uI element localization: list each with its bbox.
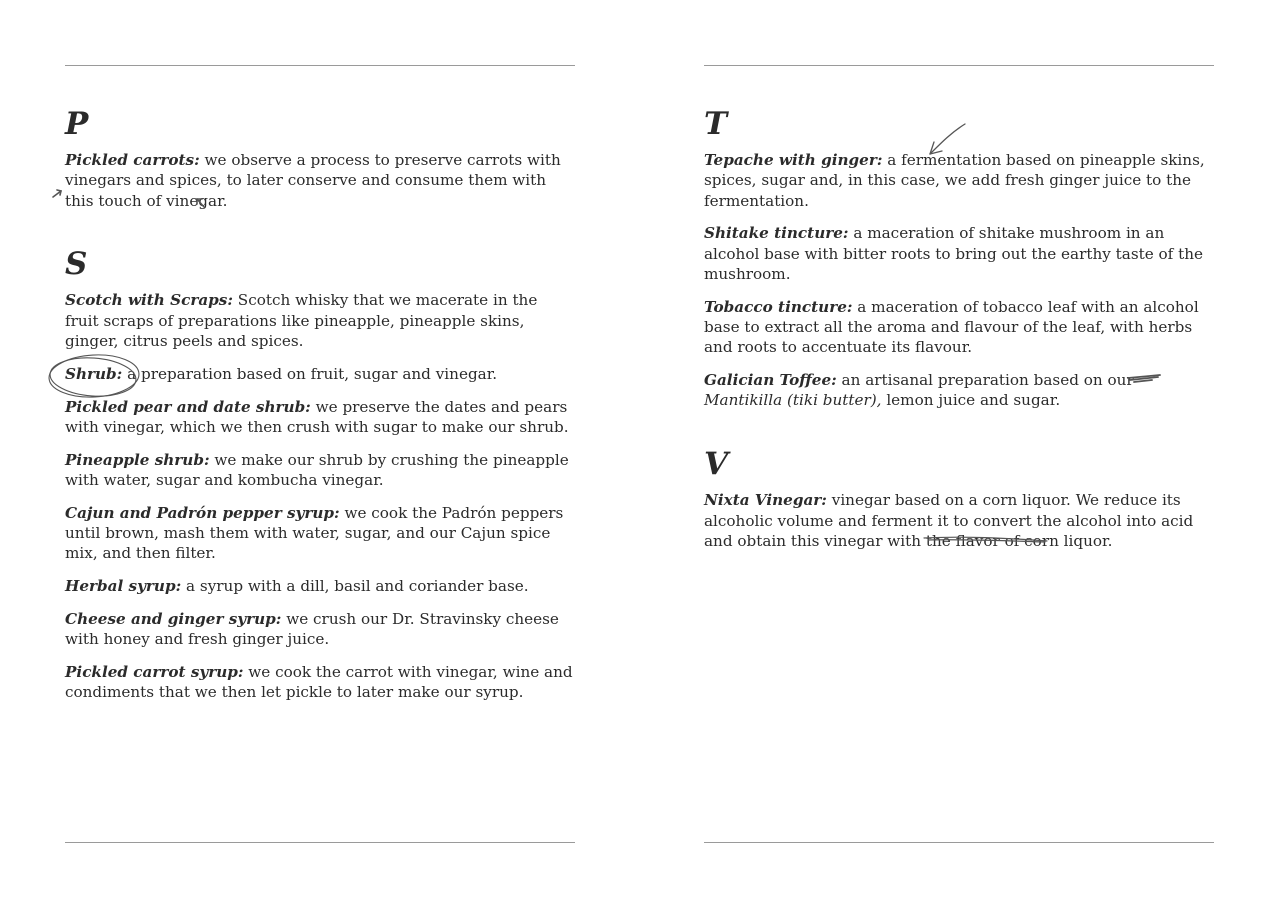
glossary-entry xyxy=(65,662,575,703)
bottom-rule xyxy=(704,842,1214,843)
entry-term: Pickled carrot syrup: xyxy=(65,663,244,682)
entry-text: vinegar based on a corn liquor. We reduce its alcoholic volume and ferment it to convert the alcohol into acid and obtain this vinegar with the flavor of corn liquor. xyxy=(704,491,1194,550)
section-letter: P xyxy=(65,106,89,142)
entry-text: a fermentation based on pineapple skins, spices, sugar and, in this case, we add fresh ginger juice to the fermentation. xyxy=(704,151,1205,210)
section-letter: T xyxy=(704,106,728,142)
entry-text: a preparation based on fruit, sugar and vinegar. xyxy=(122,364,498,383)
entry-term: Pickled pear and date shrub: xyxy=(65,397,311,416)
glossary-entry xyxy=(65,290,575,351)
glossary-entry xyxy=(65,503,575,564)
section-letter: S xyxy=(65,246,88,283)
entry-term: Cheese and ginger syrup: xyxy=(65,609,282,628)
entry-text: we cook the carrot with vinegar, wine and condiments that we then let pickle to later make our syrup. xyxy=(65,663,573,702)
glossary-entry xyxy=(704,490,1214,551)
entry-term: Cajun and Padrón pepper syrup: xyxy=(65,503,340,522)
entry-text: a syrup with a dill, basil and coriander base. xyxy=(181,577,529,596)
top-rule xyxy=(65,65,575,66)
glossary-entry xyxy=(65,576,575,596)
glossary-entry xyxy=(65,450,575,491)
glossary-entry xyxy=(65,150,575,211)
entry-term: Scotch with Scraps: xyxy=(65,291,233,310)
glossary-entry xyxy=(704,297,1214,358)
entry-text: a maceration of tobacco leaf with an alcohol base to extract all the aroma and flavour of the leaf, with herbs and roots to accentuate its flavour. xyxy=(704,297,1199,357)
entry-term: Shitake tincture: xyxy=(704,224,849,243)
entry-term: Pickled carrots: xyxy=(65,151,200,169)
section-letter: V xyxy=(704,446,729,483)
entry-text-tail: lemon juice and sugar. xyxy=(881,391,1061,410)
entry-term: Nixta Vinegar: xyxy=(704,491,827,510)
glossary-entry xyxy=(65,609,575,650)
entry-term: Shrub: xyxy=(65,364,123,383)
glossary-entry xyxy=(65,364,575,384)
left-page xyxy=(65,0,575,908)
entry-text: we cook the Padrón peppers until brown, mash them with water, sugar, and our Cajun spice mix, and then filter. xyxy=(65,503,564,563)
entry-emphasis: Mantikilla (tiki butter), xyxy=(704,391,882,410)
entry-text: we make our shrub by crushing the pineapple with water, sugar and kombucha vinegar. xyxy=(65,450,569,489)
entry-term: Pineapple shrub: xyxy=(65,450,210,469)
right-page xyxy=(704,0,1214,908)
entry-text: we observe a process to preserve carrots with vinegars and spices, to later conserve and consume them with this touch of vinegar. xyxy=(65,151,561,210)
entry-term: Herbal syrup: xyxy=(65,577,182,596)
entry-text: an artisanal preparation based on our xyxy=(836,371,1134,390)
entry-text: a maceration of shitake mushroom in an alcohol base with bitter roots to bring out the earthy taste of the mushroom. xyxy=(704,224,1203,283)
entry-text: we preserve the dates and pears with vinegar, which we then crush with sugar to make our shrub. xyxy=(65,397,569,436)
bottom-rule xyxy=(65,842,575,843)
left-content xyxy=(65,105,575,715)
entry-term: Galician Toffee: xyxy=(704,371,837,390)
glossary-entry xyxy=(65,397,575,438)
glossary-entry xyxy=(704,223,1214,284)
glossary-entry xyxy=(704,150,1214,211)
entry-text: Scotch whisky that we macerate in the fruit scraps of preparations like pineapple, pineapple skins, ginger, citrus peels and spices. xyxy=(65,291,538,350)
entry-term: Tepache with ginger: xyxy=(704,151,883,169)
right-content xyxy=(704,105,1214,564)
entry-term: Tobacco tincture: xyxy=(704,297,853,316)
arrow-mark-icon xyxy=(53,190,61,197)
entry-text: we crush our Dr. Stravinsky cheese with honey and fresh ginger juice. xyxy=(65,609,559,649)
top-rule xyxy=(704,65,1214,66)
glossary-entry xyxy=(704,370,1214,411)
